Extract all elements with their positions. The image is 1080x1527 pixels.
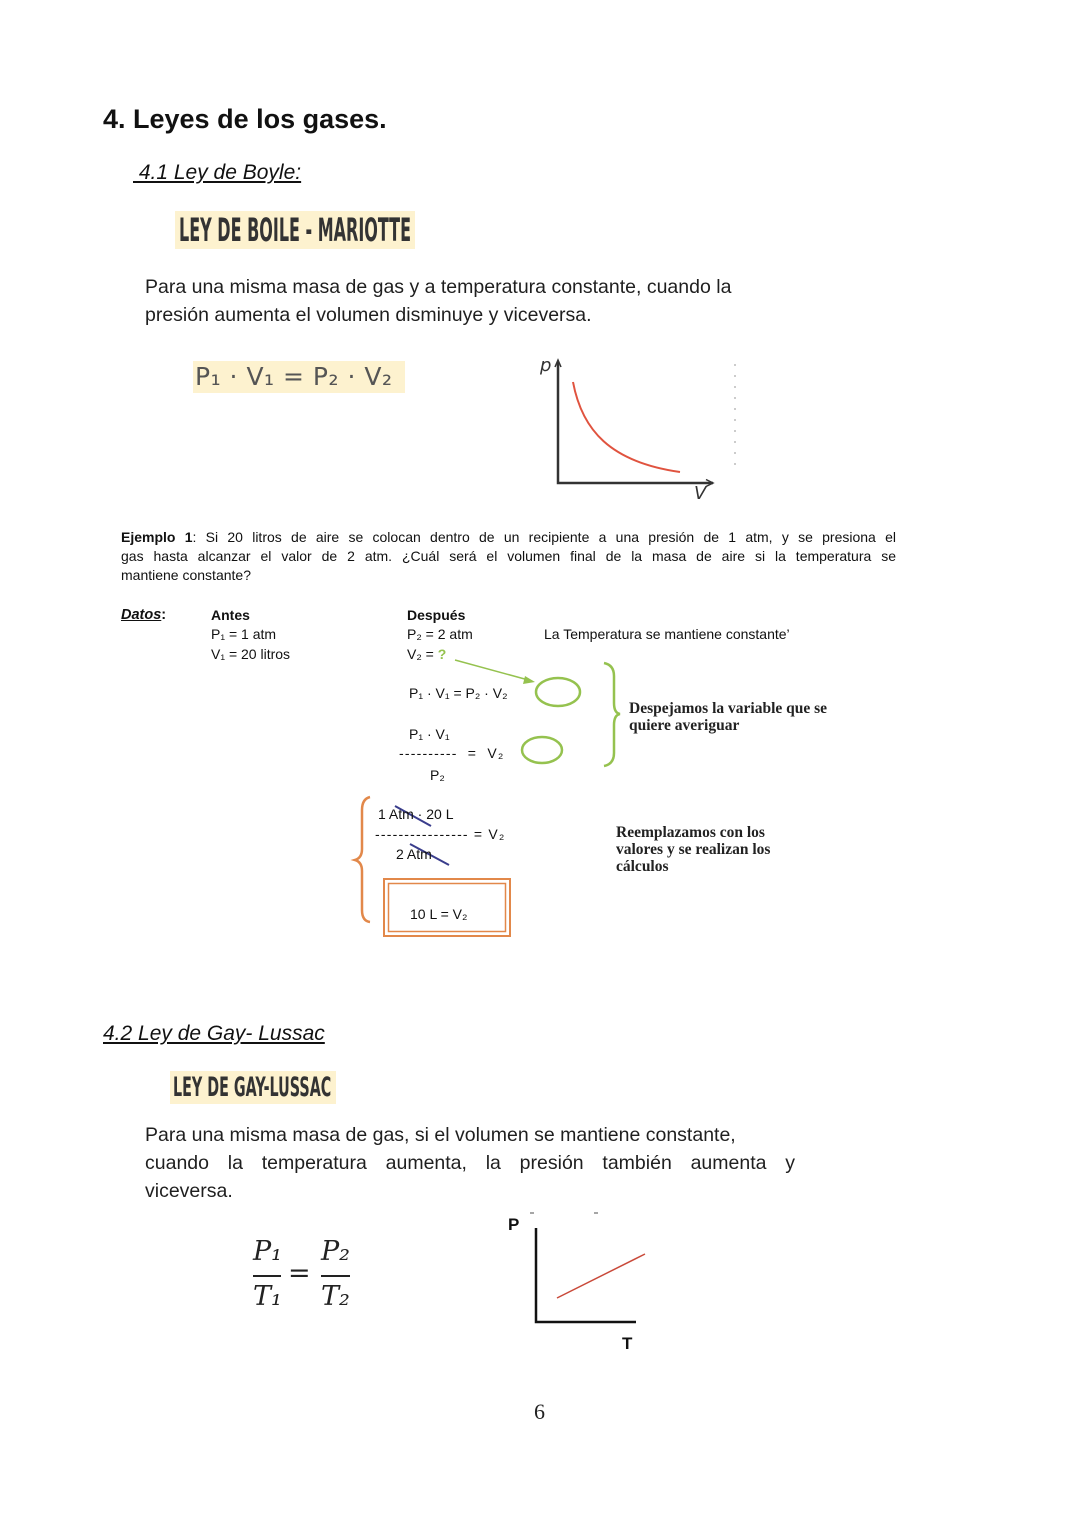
gay-lussac-heading: 4.2 Ley de Gay- Lussac bbox=[103, 1022, 325, 1045]
formula-numerator-right: P₂ bbox=[321, 1236, 350, 1267]
gay-lussac-description-line-3: viceversa. bbox=[145, 1180, 233, 1202]
boyle-formula bbox=[193, 361, 405, 393]
gay-lussac-banner-text: LEY DE GAY-LUSSAC bbox=[173, 1072, 332, 1103]
green-circle-equation bbox=[536, 678, 580, 706]
isolate-denominator: P₂ bbox=[430, 767, 445, 783]
boyle-graph-axes bbox=[558, 362, 713, 483]
formula-numerator-left: P₁ bbox=[253, 1236, 282, 1267]
formula-equals: = bbox=[288, 1258, 311, 1289]
gay-lussac-pt-line bbox=[557, 1254, 645, 1298]
gay-lussac-graph bbox=[530, 1213, 645, 1322]
orange-brace bbox=[355, 797, 370, 922]
after-volume-text: V₂ = bbox=[407, 646, 438, 662]
boyle-graph bbox=[555, 360, 735, 487]
gay-lussac-graph-axes bbox=[536, 1228, 636, 1322]
substitute-numerator: 1 Atm · 20 L bbox=[378, 806, 454, 822]
example-line-1-text: : Si 20 litros de aire se colocan dentro de un recipiente a una presión de 1 atm, y se presiona el bbox=[192, 529, 897, 545]
temperature-note: La Temperatura se mantiene constante’ bbox=[544, 626, 790, 642]
substitute-note-line-3: cálculos bbox=[616, 858, 669, 875]
gay-lussac-graph-y-label: P bbox=[508, 1215, 520, 1234]
before-pressure: P₁ = 1 atm bbox=[211, 626, 277, 642]
substitute-bar-equals: ---------------- = V₂ bbox=[375, 826, 506, 842]
isolate-note-line-2: quiere averiguar bbox=[629, 717, 740, 734]
isolate-bar-equals: ---------- = V₂ bbox=[399, 745, 505, 761]
datos-colon: : bbox=[161, 607, 167, 623]
green-arrow bbox=[455, 660, 532, 681]
after-pressure: P₂ = 2 atm bbox=[407, 626, 473, 642]
before-heading: Antes bbox=[211, 607, 250, 623]
result: 10 L = V₂ bbox=[410, 906, 468, 922]
gay-lussac-description-line-2: cuando la temperatura aumenta, la presión también aumenta y bbox=[145, 1152, 795, 1174]
green-brace bbox=[604, 663, 620, 766]
boyle-heading: 4.1 Ley de Boyle: bbox=[133, 161, 302, 184]
substitute-note-line-1: Reemplazamos con los bbox=[616, 824, 765, 841]
page-number: 6 bbox=[534, 1399, 545, 1424]
gay-lussac-banner bbox=[170, 1071, 336, 1104]
substitute-denominator: 2 Atm bbox=[396, 846, 432, 862]
boyle-graph-x-label: V bbox=[694, 483, 707, 504]
boyle-equation: P₁ · V₁ = P₂ · V₂ bbox=[409, 685, 508, 701]
boyle-formula-text: P₁ · V₁ = P₂ · V₂ bbox=[195, 362, 393, 391]
boyle-graph-y-label: p bbox=[540, 355, 552, 376]
example-line-2: gas hasta alcanzar el valor de 2 atm. ¿Cuál será el volumen final de la masa de aire si la temperatura se bbox=[121, 548, 896, 564]
boyle-banner bbox=[175, 211, 415, 249]
after-volume bbox=[407, 646, 446, 663]
formula-denominator-right: T₂ bbox=[321, 1281, 350, 1312]
before-volume: V₁ = 20 litros bbox=[211, 646, 291, 662]
isolate-numerator: P₁ · V₁ bbox=[409, 726, 450, 742]
page-title: 4. Leyes de los gases. bbox=[103, 104, 387, 134]
example-label: Ejemplo 1 bbox=[121, 529, 193, 545]
green-arrowhead bbox=[523, 676, 535, 684]
datos-label-text: Datos bbox=[121, 607, 162, 623]
green-circle-isolated bbox=[522, 737, 562, 763]
example-line-1 bbox=[121, 529, 896, 546]
gay-lussac-description-line-1: Para una misma masa de gas, si el volumen se mantiene constante, bbox=[145, 1124, 736, 1146]
unknown-mark: ? bbox=[437, 646, 447, 662]
boyle-pv-curve bbox=[573, 382, 680, 472]
boyle-banner-text: LEY DE BOILE - MARIOTTE bbox=[179, 211, 412, 249]
after-heading: Después bbox=[407, 607, 466, 623]
isolate-note-line-1: Despejamos la variable que se bbox=[629, 700, 828, 717]
boyle-description-line-1: Para una misma masa de gas y a temperatura constante, cuando la bbox=[145, 276, 732, 298]
formula-denominator-left: T₁ bbox=[253, 1281, 282, 1312]
boyle-description-line-2: presión aumenta el volumen disminuye y viceversa. bbox=[145, 304, 592, 326]
gay-lussac-graph-x-label: T bbox=[622, 1334, 633, 1353]
example-line-3: mantiene constante? bbox=[121, 567, 251, 583]
datos-label bbox=[121, 607, 166, 624]
substitute-note-line-2: valores y se realizan los bbox=[616, 841, 771, 858]
